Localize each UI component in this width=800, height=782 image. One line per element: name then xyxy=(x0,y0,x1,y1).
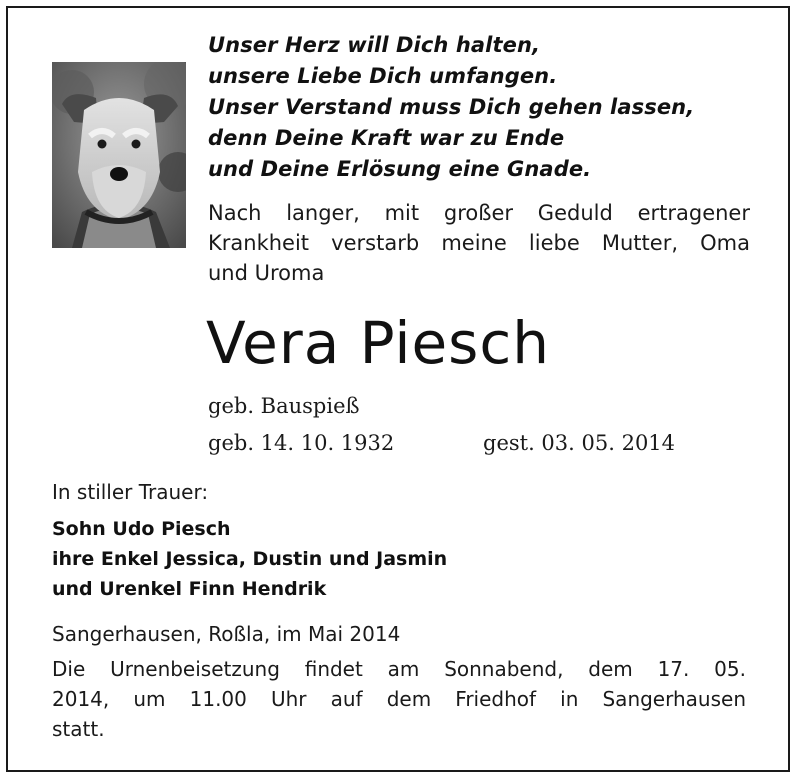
intro-line: Krankheit verstarb meine liebe Mutter, Oma xyxy=(208,231,750,255)
life-dates xyxy=(208,428,676,458)
burial-line: Die Urnenbeisetzung findet am Sonnabend, dem 17. 05. xyxy=(52,657,746,681)
poem-line: Unser Verstand muss Dich gehen lassen, xyxy=(208,95,695,119)
death-date: gest. 03. 05. 2014 xyxy=(483,431,676,455)
maiden-name: geb. Bauspieß xyxy=(208,394,360,418)
poem-line: unsere Liebe Dich umfangen. xyxy=(208,64,558,88)
deceased-name: Vera Piesch xyxy=(206,309,551,377)
poem xyxy=(208,30,694,185)
dog-photo xyxy=(52,62,186,248)
burial-info xyxy=(52,654,746,744)
intro-line: und Uroma xyxy=(208,261,325,285)
family-member: Sohn Udo Piesch xyxy=(52,518,231,540)
intro-text xyxy=(208,198,750,288)
place-date: Sangerhausen, Roßla, im Mai 2014 xyxy=(52,622,401,646)
poem-line: Unser Herz will Dich halten, xyxy=(208,33,541,57)
birth-date: geb. 14. 10. 1932 xyxy=(208,431,395,455)
intro-line: Nach langer, mit großer Geduld ertragener xyxy=(208,201,750,225)
family-member: und Urenkel Finn Hendrik xyxy=(52,578,327,600)
family-member: ihre Enkel Jessica, Dustin und Jasmin xyxy=(52,548,448,570)
poem-line: und Deine Erlösung eine Gnade. xyxy=(208,157,592,181)
terrier-dog-icon xyxy=(52,62,186,248)
family-list xyxy=(52,514,447,604)
burial-line: statt. xyxy=(52,717,105,741)
mourning-label: In stiller Trauer: xyxy=(52,480,209,504)
poem-line: denn Deine Kraft war zu Ende xyxy=(208,126,565,150)
burial-line: 2014, um 11.00 Uhr auf dem Friedhof in Sangerhausen xyxy=(52,687,746,711)
